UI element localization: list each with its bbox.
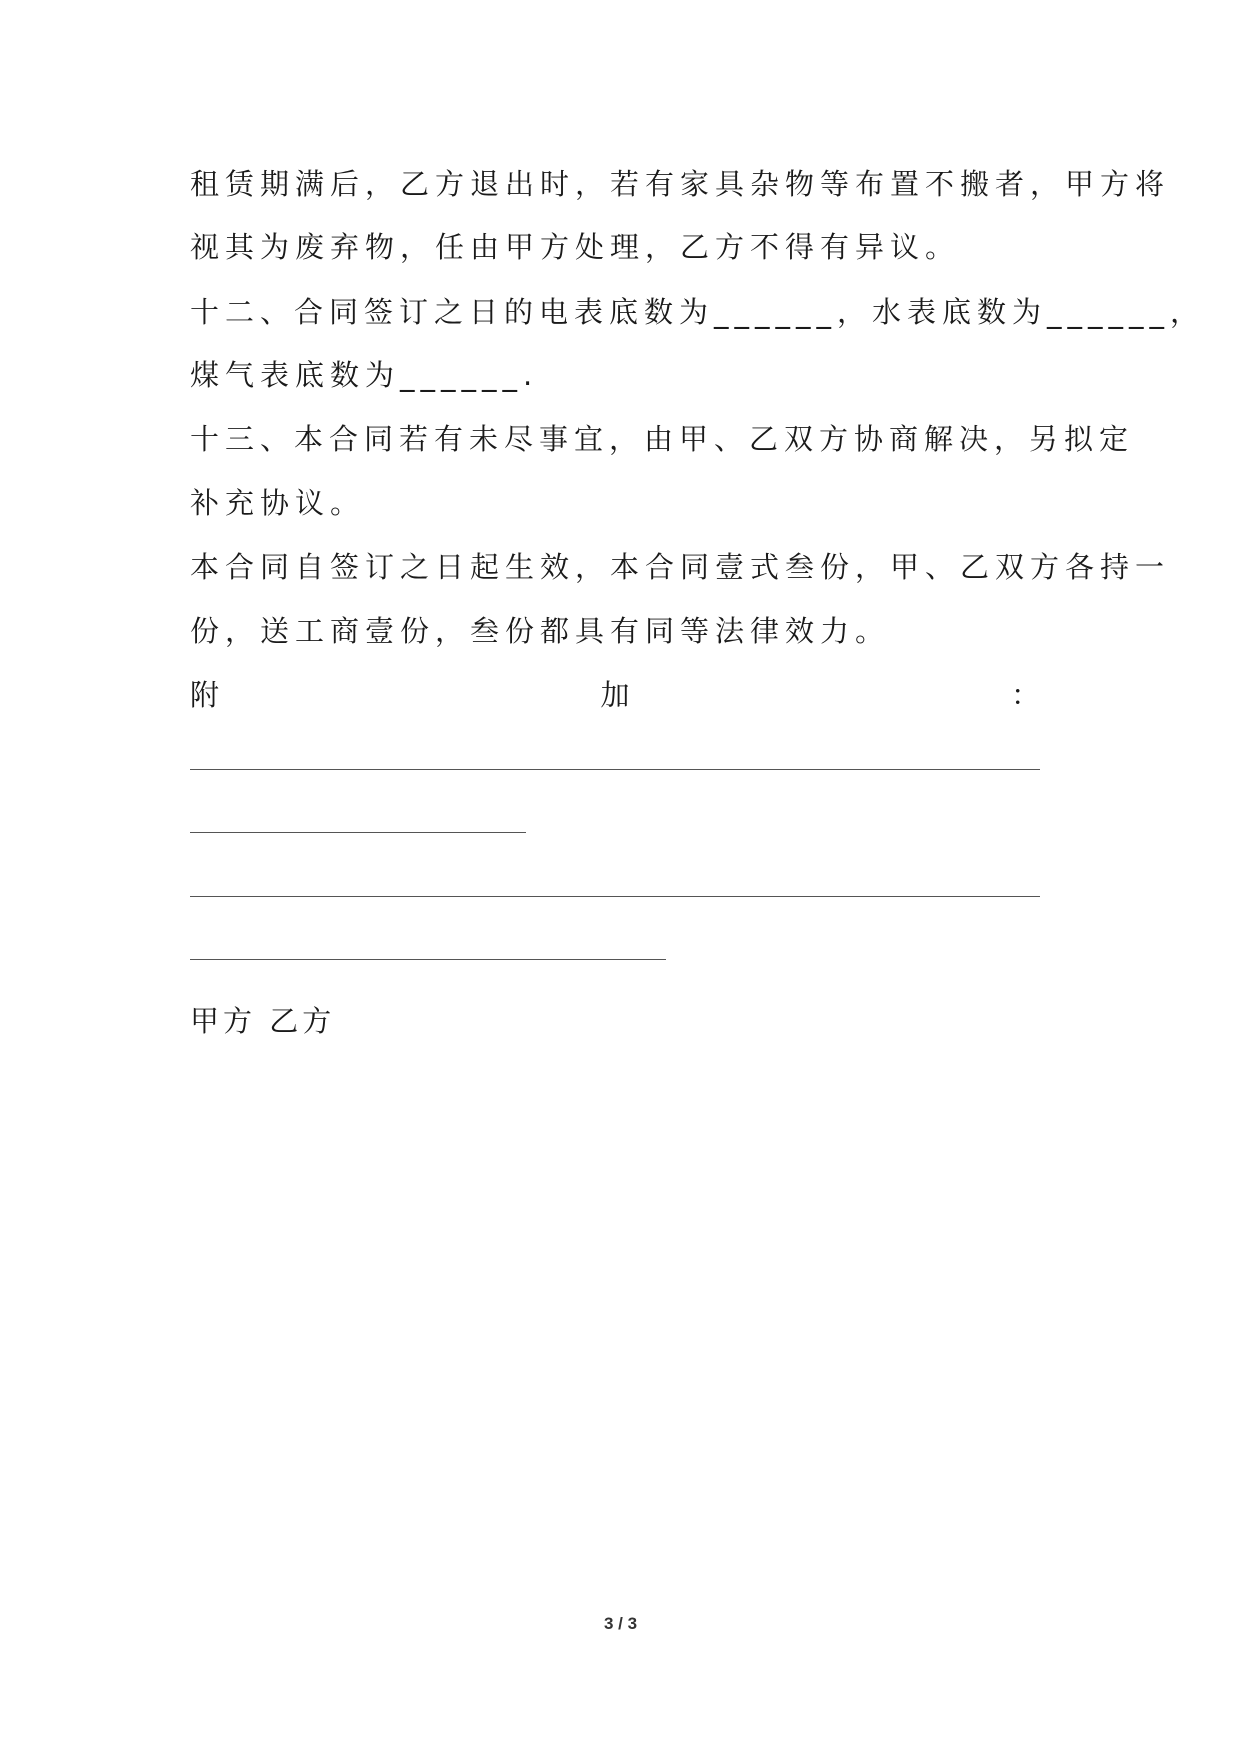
paragraph-line: 视其为废弃物，任由甲方处理，乙方不得有异议。 (190, 230, 961, 264)
blank-rule (190, 959, 666, 960)
appendix-heading (190, 677, 1040, 713)
blank-rule (190, 769, 1040, 770)
clause-number: 十三、 (190, 422, 296, 456)
blank-rule (190, 896, 1040, 897)
appendix-char: 附 (190, 678, 220, 712)
appendix-char: 加 (600, 678, 630, 712)
clause-13-line-2: 补充协议。 (190, 486, 366, 520)
page-number: 3 / 3 (603, 1614, 638, 1633)
paragraph-line: 租赁期满后，乙方退出时，若有家具杂物等布置不搬者，甲方将 (190, 167, 1171, 201)
clause-number: 十二、 (190, 295, 296, 329)
clause-12-line-1 (190, 294, 1205, 330)
clause-13-line-1 (190, 421, 1134, 457)
clause-12-line-2: 煤气表底数为______. (190, 358, 539, 392)
effect-line-1: 本合同自签订之日起生效，本合同壹式叁份，甲、乙双方各持一 (190, 550, 1171, 584)
appendix-colon: ： (1010, 678, 1040, 712)
effect-line-2: 份，送工商壹份，叁份都具有同等法律效力。 (190, 614, 891, 648)
blank-rule (190, 832, 526, 833)
clause-text: 合同签订之日的电表底数为______，水表底数为______， (294, 295, 1206, 329)
signature-line: 甲方 乙方 (190, 1004, 336, 1038)
clause-text: 本合同若有未尽事宜，由甲、乙双方协商解决，另拟定 (294, 422, 1135, 456)
